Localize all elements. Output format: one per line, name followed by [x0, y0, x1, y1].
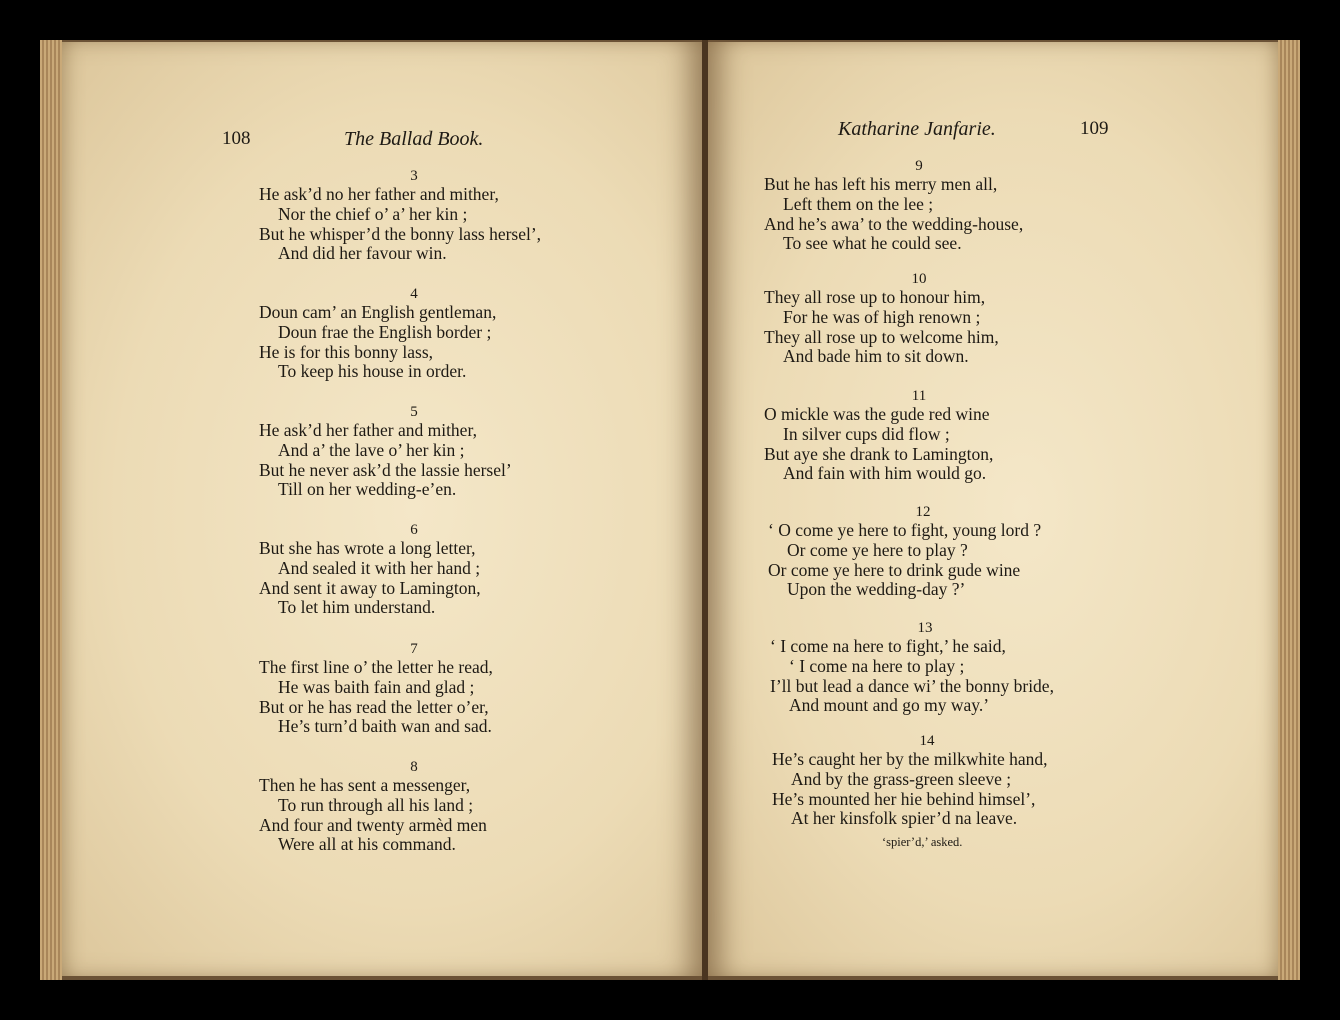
verse-line: Nor the chief o’ a’ her kin ; — [278, 203, 468, 224]
verse-line: But aye she drank to Lamington, — [764, 443, 994, 464]
stanza-number: 7 — [410, 641, 418, 657]
verse-line: And did her favour win. — [278, 243, 447, 264]
footnote: ‘spier’d,’ asked. — [882, 835, 963, 849]
left-page-edges — [40, 40, 62, 980]
verse-line: They all rose up to honour him, — [764, 287, 986, 307]
verse-line: He is for this bonny lass, — [259, 341, 434, 362]
verse-line: Or come ye here to drink gude wine — [768, 559, 1021, 580]
verse-line: The first line o’ the letter he read, — [259, 657, 493, 677]
stanza-number: 8 — [410, 759, 418, 775]
stanza-number: 4 — [410, 286, 418, 302]
stanza — [764, 271, 1074, 367]
verse-line: But or he has read the letter o’er, — [259, 696, 489, 717]
verse-line: O mickle was the gude red wine — [764, 404, 990, 424]
verse-line: And bade him to sit down. — [783, 346, 969, 367]
verse-line: And he’s awa’ to the wedding-house, — [764, 213, 1024, 234]
stanza-number: 3 — [410, 168, 418, 184]
stanza-number: 11 — [911, 388, 927, 404]
stanza — [770, 620, 1080, 716]
verse-line: To let him understand. — [278, 597, 436, 618]
verse-line: He’s turn’d baith wan and sad. — [278, 716, 492, 737]
verse-line: But he has left his merry men all, — [764, 174, 998, 194]
left-running-title: The Ballad Book. — [344, 128, 484, 150]
verse-line: And sent it away to Lamington, — [259, 577, 481, 598]
verse-line: And a’ the lave o’ her kin ; — [278, 439, 465, 460]
stanza — [259, 286, 569, 382]
verse-line: And sealed it with her hand ; — [278, 557, 481, 578]
verse-line: To keep his house in order. — [278, 361, 467, 382]
stanza — [259, 641, 569, 737]
verse-line: Till on her wedding-e’en. — [278, 479, 457, 500]
verse-line: I’ll but lead a dance wi’ the bonny bride, — [770, 675, 1054, 696]
stanza-number: 9 — [915, 158, 923, 174]
stanza-number: 14 — [919, 733, 935, 749]
right-page-number: 109 — [1080, 118, 1109, 139]
right-running-title: Katharine Janfarie. — [838, 118, 996, 140]
verse-line: And by the grass-green sleeve ; — [791, 768, 1012, 789]
verse-line: To run through all his land ; — [278, 794, 474, 815]
verse-line: And fain with him would go. — [783, 463, 987, 484]
stanza — [259, 404, 569, 500]
left-page-number: 108 — [222, 128, 251, 149]
stanza — [764, 388, 1074, 484]
stanza-number: 6 — [410, 522, 418, 538]
verse-line: But she has wrote a long letter, — [259, 538, 476, 558]
stanza — [764, 158, 1074, 254]
verse-line: And four and twenty armèd men — [259, 814, 487, 835]
verse-line: ‘ I come na here to play ; — [789, 655, 965, 676]
verse-line: But he whisper’d the bonny lass hersel’, — [259, 223, 542, 244]
verse-line: Or come ye here to play ? — [787, 539, 968, 560]
stanza-number: 13 — [917, 620, 933, 636]
verse-line: Doun frae the English border ; — [278, 321, 492, 342]
verse-line: Were all at his command. — [278, 834, 456, 855]
stanza-number: 5 — [410, 404, 418, 420]
verse-line: In silver cups did flow ; — [783, 423, 950, 444]
verse-line: But he never ask’d the lassie hersel’ — [259, 459, 512, 480]
stanza — [259, 759, 569, 855]
verse-line: ‘ O come ye here to fight, young lord ? — [768, 520, 1042, 540]
stanza — [259, 522, 569, 618]
verse-line: Left them on the lee ; — [783, 193, 934, 214]
verse-line: Then he has sent a messenger, — [259, 775, 471, 795]
stanza-number: 10 — [911, 271, 927, 287]
verse-line: And mount and go my way.’ — [789, 695, 990, 716]
verse-line: Doun cam’ an English gentleman, — [259, 302, 497, 322]
open-book — [40, 40, 1300, 980]
verse-line: He ask’d no her father and mither, — [259, 184, 499, 204]
stanza — [772, 733, 1082, 829]
verse-line: To see what he could see. — [783, 233, 962, 254]
verse-line: At her kinsfolk spier’d na leave. — [791, 808, 1018, 829]
stanza — [768, 504, 1078, 600]
verse-line: For he was of high renown ; — [783, 306, 981, 327]
stanza-number: 12 — [915, 504, 931, 520]
right-page-edges — [1278, 40, 1300, 980]
verse-line: He was baith fain and glad ; — [278, 676, 475, 697]
verse-line: He ask’d her father and mither, — [259, 420, 477, 440]
stanza — [259, 168, 559, 264]
verse-line: They all rose up to welcome him, — [764, 326, 999, 347]
verse-line: He’s mounted her hie behind himsel’, — [772, 788, 1036, 809]
verse-line: Upon the wedding-day ?’ — [787, 579, 966, 600]
verse-line: He’s caught her by the milkwhite hand, — [772, 749, 1048, 769]
verse-line: ‘ I come na here to fight,’ he said, — [770, 636, 1006, 656]
